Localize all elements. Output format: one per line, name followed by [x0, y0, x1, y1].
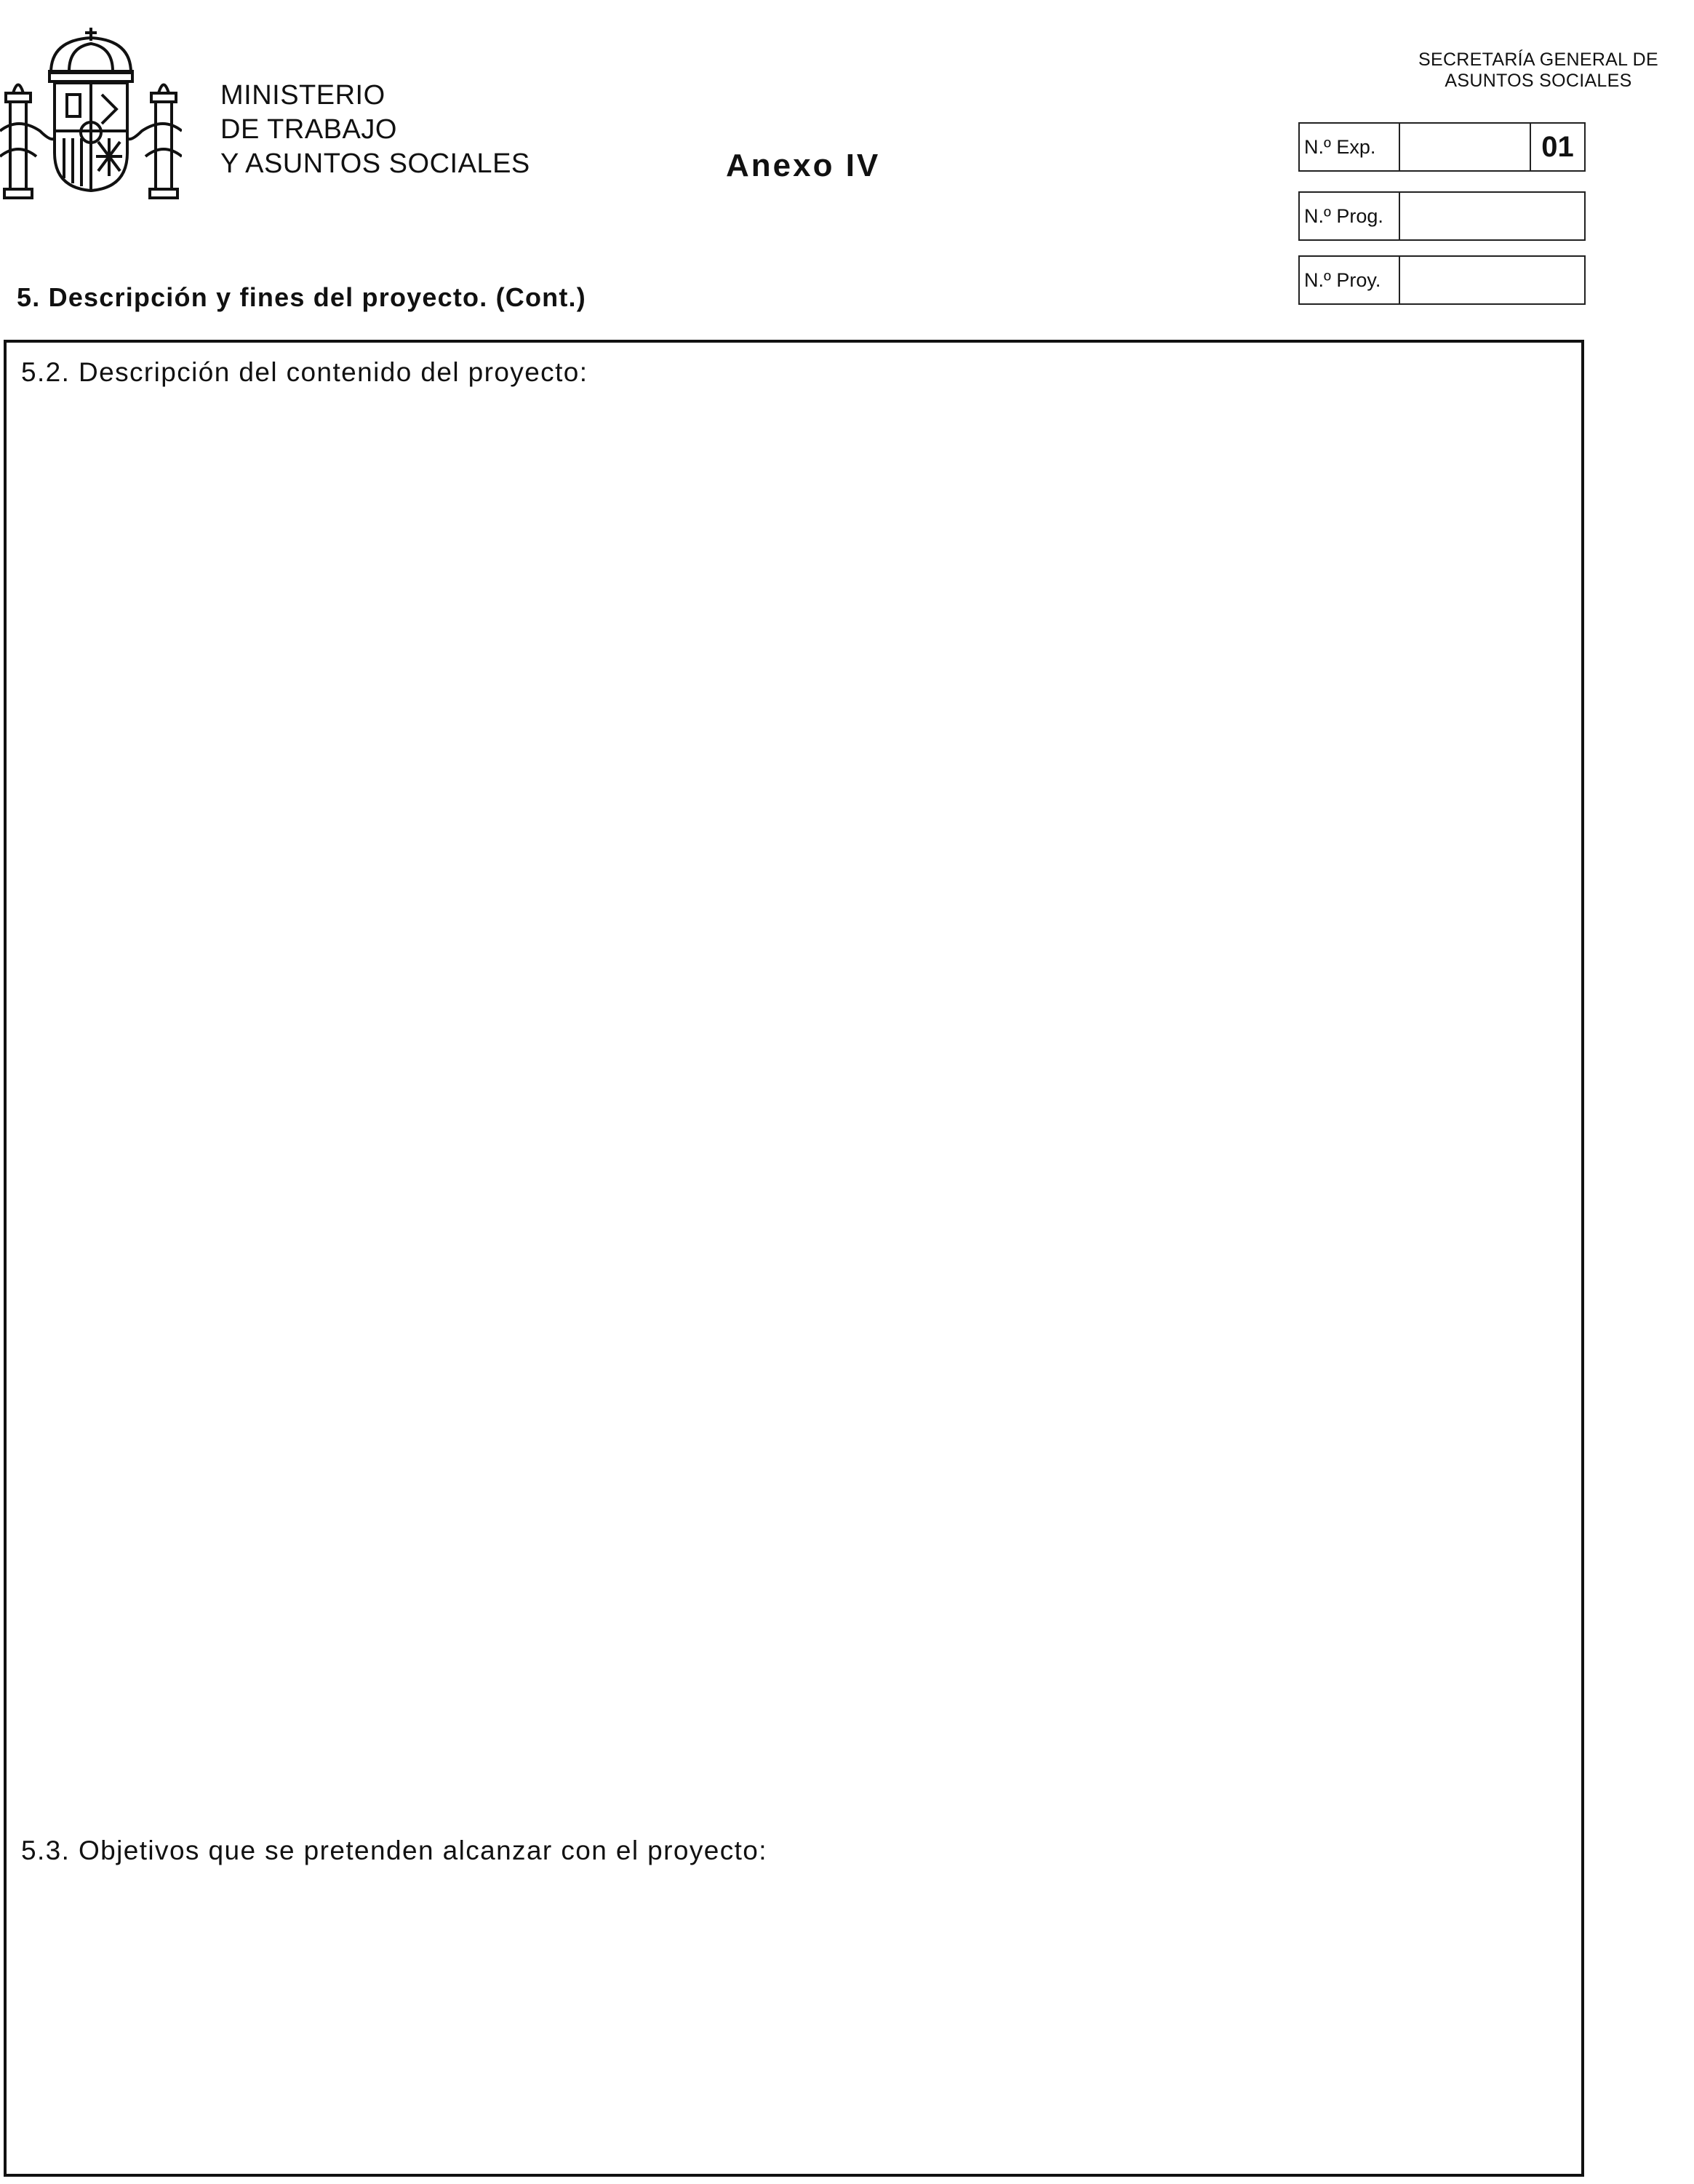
ministry-line-3: Y ASUNTOS SOCIALES — [220, 148, 530, 179]
ministry-line-1: MINISTERIO — [220, 80, 385, 111]
exp-number-label: N.º Exp. — [1300, 124, 1400, 170]
secretaria-line-1: SECRETARÍA GENERAL DE — [1418, 49, 1658, 70]
annex-title: Anexo IV — [726, 148, 881, 183]
coat-of-arms-icon — [0, 22, 182, 204]
prog-number-box — [1298, 191, 1586, 241]
prog-number-field[interactable] — [1400, 193, 1584, 239]
exp-number-field[interactable] — [1400, 124, 1584, 170]
secretaria-line-2: ASUNTOS SOCIALES — [1445, 71, 1632, 91]
ministry-line-2: DE TRABAJO — [220, 114, 397, 145]
description-form-box — [4, 340, 1584, 2177]
proj-number-field[interactable] — [1400, 257, 1584, 303]
content-description-field[interactable] — [21, 401, 1567, 1827]
prog-number-label: N.º Prog. — [1300, 193, 1400, 239]
content-description-label: 5.2. Descripción del contenido del proyecto: — [21, 357, 588, 387]
ministry-name — [220, 79, 530, 181]
exp-number-box — [1298, 122, 1586, 172]
objectives-field[interactable] — [21, 1878, 1567, 2159]
section-title: 5. Descripción y fines del proyecto. (Cont.) — [17, 282, 586, 312]
proj-number-box — [1298, 255, 1586, 305]
proj-number-label: N.º Proy. — [1300, 257, 1400, 303]
secretaria-header — [1418, 49, 1658, 92]
exp-code: 01 — [1530, 124, 1584, 170]
objectives-label: 5.3. Objetivos que se pretenden alcanzar con el proyecto: — [21, 1836, 767, 1865]
